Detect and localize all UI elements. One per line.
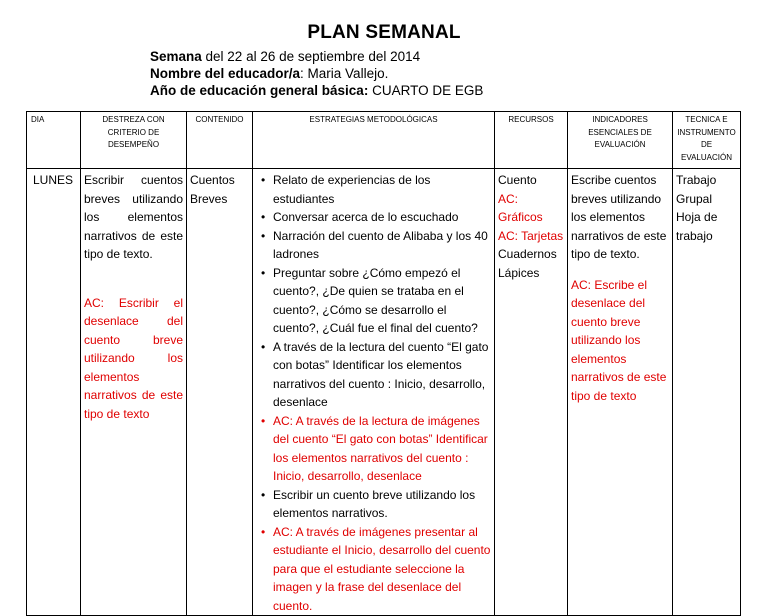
cell-contenido: Cuentos Breves [187, 169, 253, 616]
tecnica-item: Hoja de trabajo [676, 210, 718, 243]
header-dia: DIA [27, 112, 81, 169]
estrategia-text: Conversar acerca de lo escuchado [273, 210, 459, 224]
cell-recursos [495, 169, 568, 616]
plan-meta [150, 48, 483, 99]
bullet-icon: • [261, 524, 266, 539]
destreza-ac-text: AC: Escribir el desenlace del cuento breve utilizando los elementos narrativos de este tipo de texto [84, 295, 183, 421]
recursos-list [495, 169, 567, 282]
estrategia-text: AC: A través de imágenes presentar al estudiante el Inicio, desarrollo del cuento para que el estudiante seleccione la imagen y la frase del desenlace del cuento. [273, 524, 491, 613]
recurso-item: AC: Tarjetas [498, 228, 564, 243]
estrategia-item [261, 523, 491, 616]
recurso-item: Cuadernos [498, 247, 557, 261]
recurso-item: Lápices [498, 265, 540, 280]
estrategia-text: Preguntar sobre ¿Cómo empezó el cuento?, ¿De quien se trataba en el cuento?, ¿Cómo se desarrollo el cuento?, ¿Cuál fue el final del cuento? [273, 265, 478, 335]
bullet-icon: • [261, 413, 266, 428]
estrategias-list [256, 171, 491, 615]
meta-semana: Semana del 22 al 26 de septiembre del 2014 [150, 49, 421, 64]
header-estrategias: ESTRATEGIAS METODOLÓGICAS [253, 112, 495, 169]
bullet-icon: • [261, 339, 266, 354]
indicadores-text: Escribe cuentos breves utilizando los elementos narrativos de este tipo de texto. [571, 173, 667, 261]
estrategia-text: Relato de experiencias de los estudiantes [273, 173, 431, 206]
table-header-row [27, 112, 741, 169]
indicadores-ac-text: AC: Escribe el desenlace del cuento breve utilizando los elementos narrativos de este tipo de texto [571, 277, 667, 403]
tecnica-list [673, 169, 740, 245]
header-contenido: CONTENIDO [187, 112, 253, 169]
tecnica-item: Grupal [676, 191, 713, 206]
estrategia-item [261, 338, 491, 412]
estrategia-item [261, 412, 491, 486]
tecnica-item: Trabajo [676, 173, 717, 187]
bullet-icon: • [261, 173, 266, 187]
table-row [27, 169, 741, 616]
meta-educador: Nombre del educador/a: Maria Vallejo. [150, 66, 389, 81]
header-recursos: RECURSOS [495, 112, 568, 169]
header-tecnica: TECNICA E INSTRUMENTO DE EVALUACIÓN [673, 112, 741, 169]
cell-tecnica [673, 169, 741, 616]
bullet-icon: • [261, 210, 266, 224]
plan-table [26, 111, 741, 616]
destreza-text: Escribir cuentos breves utilizando los elementos narrativos de este tipo de texto. [84, 173, 183, 261]
estrategia-text: AC: A través de la lectura de imágenes del cuento “El gato con botas” Identificar los elementos narrativos del cuento : Inicio, desarrollo, desenlace [273, 413, 488, 483]
estrategia-item [261, 208, 491, 227]
cell-estrategias [253, 169, 495, 616]
bullet-icon: • [261, 228, 266, 243]
bullet-icon: • [261, 265, 266, 280]
estrategia-item [261, 264, 491, 338]
meta-anio: Año de educación general básica: CUARTO DE EGB [150, 83, 484, 98]
estrategia-text: Narración del cuento de Alibaba y los 40 ladrones [273, 228, 488, 261]
header-indicadores: INDICADORES ESENCIALES DE EVALUACIÓN [568, 112, 673, 169]
cell-dia: LUNES [27, 169, 81, 616]
estrategia-text: A través de la lectura del cuento “El gato con botas” Identificar los elementos narrativos del cuento : Inicio, desarrollo, desenlace [273, 339, 489, 409]
page-title: PLAN SEMANAL [307, 22, 461, 43]
cell-destreza [81, 169, 187, 616]
recurso-item: AC: Gráficos [498, 191, 543, 224]
cell-indicadores [568, 169, 673, 616]
estrategia-item [261, 227, 491, 264]
bullet-icon: • [261, 487, 266, 502]
recurso-item: Cuento [498, 173, 537, 187]
estrategia-text: Escribir un cuento breve utilizando los elementos narrativos. [273, 487, 476, 520]
header-destreza: DESTREZA CON CRITERIO DE DESEMPEÑO [81, 112, 187, 169]
estrategia-item [261, 171, 491, 208]
estrategia-item [261, 486, 491, 523]
